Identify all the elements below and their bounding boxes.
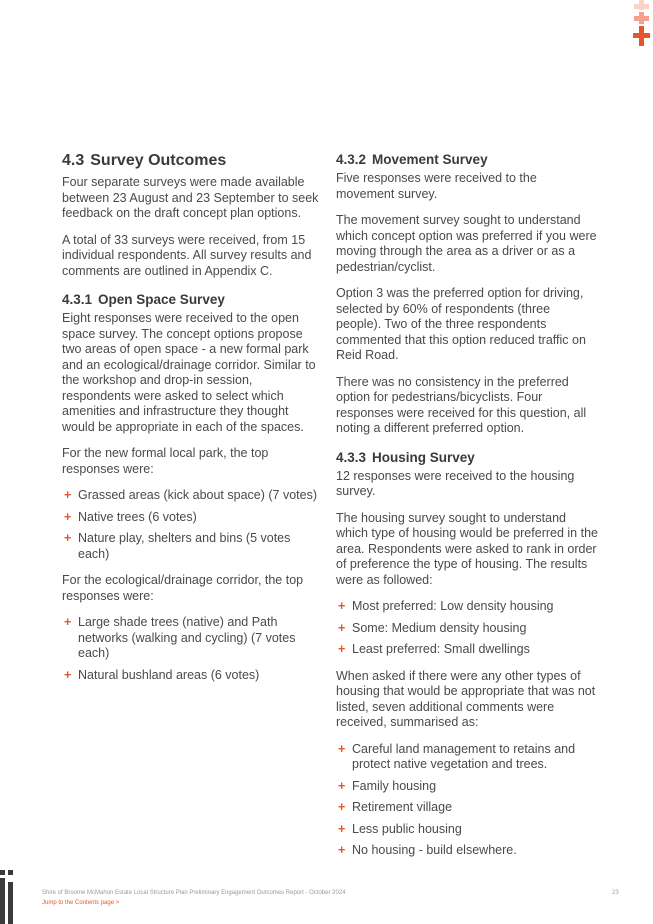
list-item: + Native trees (6 votes): [64, 509, 197, 524]
bullet-list: [62, 615, 320, 683]
paragraph: The housing survey sought to understand which type of housing would be preferred in the area. Respondents were asked to rank in order of preference the type of housing. The results were as followed:: [336, 510, 598, 587]
list-item: + Retirement village: [338, 800, 453, 814]
paragraph: For the new formal local park, the top responses were:: [62, 446, 269, 476]
right-column: [336, 150, 598, 870]
plus-bullet-icon: +: [338, 800, 346, 814]
list-item: + Nature play, shelters and bins (5 votes each): [64, 531, 291, 561]
plus-bullet-icon: +: [64, 667, 72, 682]
paragraph: Four separate surveys were made available between 23 August and 23 September to seek feedback on the draft concept plan options.: [62, 175, 319, 220]
list-item: + Large shade trees (native) and Path networks (walking and cycling) (7 votes each): [64, 615, 296, 660]
plus-bullet-icon: +: [338, 642, 346, 656]
footer-mark-decoration: [0, 868, 18, 924]
plus-bullet-icon: +: [338, 599, 346, 613]
subsection-heading-open-space: 4.3.1 Open Space Survey: [62, 292, 225, 307]
plus-bullet-icon: +: [338, 741, 346, 756]
list-item: + Some: Medium density housing: [338, 620, 527, 635]
plus-bullet-icon: +: [338, 843, 346, 857]
list-item: + Natural bushland areas (6 votes): [64, 667, 260, 682]
plus-bullet-icon: +: [338, 778, 346, 793]
left-column: [62, 150, 320, 694]
plus-bullet-icon: +: [64, 531, 72, 545]
list-item: + Least preferred: Small dwellings: [338, 642, 530, 656]
plus-bullet-icon: +: [64, 488, 72, 502]
list-item: + Grassed areas (kick about space) (7 votes): [64, 488, 317, 502]
paragraph: A total of 33 surveys were received, from 15 individual respondents. All survey results and comments are outlined in Appendix C.: [62, 232, 312, 278]
paragraph: When asked if there were any other types of housing that would be appropriate that was not listed, seven additional comments were received, summarised as:: [336, 668, 596, 729]
plus-bullet-icon: +: [338, 620, 346, 635]
paragraph: Option 3 was the preferred option for driving, selected by 60% of respondents (three people). Two of the three respondents commented that this option reduced traffic on Reid Road.: [336, 286, 586, 362]
subsection-heading-housing: 4.3.3 Housing Survey: [336, 449, 475, 465]
plus-bullet-icon: +: [64, 509, 72, 524]
paragraph: There was no consistency in the preferred option for pedestrians/bicyclists. Four responses were received for this question, all noting a different preferred option.: [336, 374, 587, 435]
contents-link[interactable]: Jump to the Contents page >: [42, 900, 120, 906]
list-item: + Less public housing: [338, 821, 462, 836]
paragraph: Eight responses were received to the open space survey. The concept options propose two areas of open space - a new formal park and an ecological/drainage corridor. Similar to the workshop and drop-in session, respondents were asked to select which amenities and infrastructure they thought would be appropriate in each of the spaces.: [62, 311, 316, 434]
list-item: + Most preferred: Low density housing: [338, 599, 554, 613]
section-heading: 4.3 Survey Outcomes: [62, 152, 227, 169]
bullet-list: [336, 742, 598, 859]
footer-report-title: Shire of Broome McMahon Estate Local Structure Plan Preliminary Engagement Outcomes Report - October 2024: [42, 890, 346, 896]
subsection-heading-movement: 4.3.2 Movement Survey: [336, 152, 488, 167]
list-item: + Family housing: [338, 778, 437, 793]
bullet-list: [62, 488, 320, 562]
paragraph: 12 responses were received to the housing survey.: [336, 468, 575, 498]
plus-bullet-icon: +: [338, 821, 346, 836]
plus-bullet-icon: +: [64, 615, 72, 629]
list-item: + No housing - build elsewhere.: [338, 843, 517, 857]
page-number: 23: [612, 890, 619, 896]
corner-cross-decoration: [629, 0, 653, 50]
list-item: + Careful land management to retains and protect native vegetation and trees.: [338, 741, 576, 771]
bullet-list: [336, 599, 598, 658]
paragraph: For the ecological/drainage corridor, the top responses were:: [62, 573, 304, 603]
paragraph: Five responses were received to the movement survey.: [336, 171, 537, 201]
paragraph: The movement survey sought to understand which concept option was preferred if you were moving through the area as a driver or as a pedestrian/cyclist.: [336, 213, 597, 274]
